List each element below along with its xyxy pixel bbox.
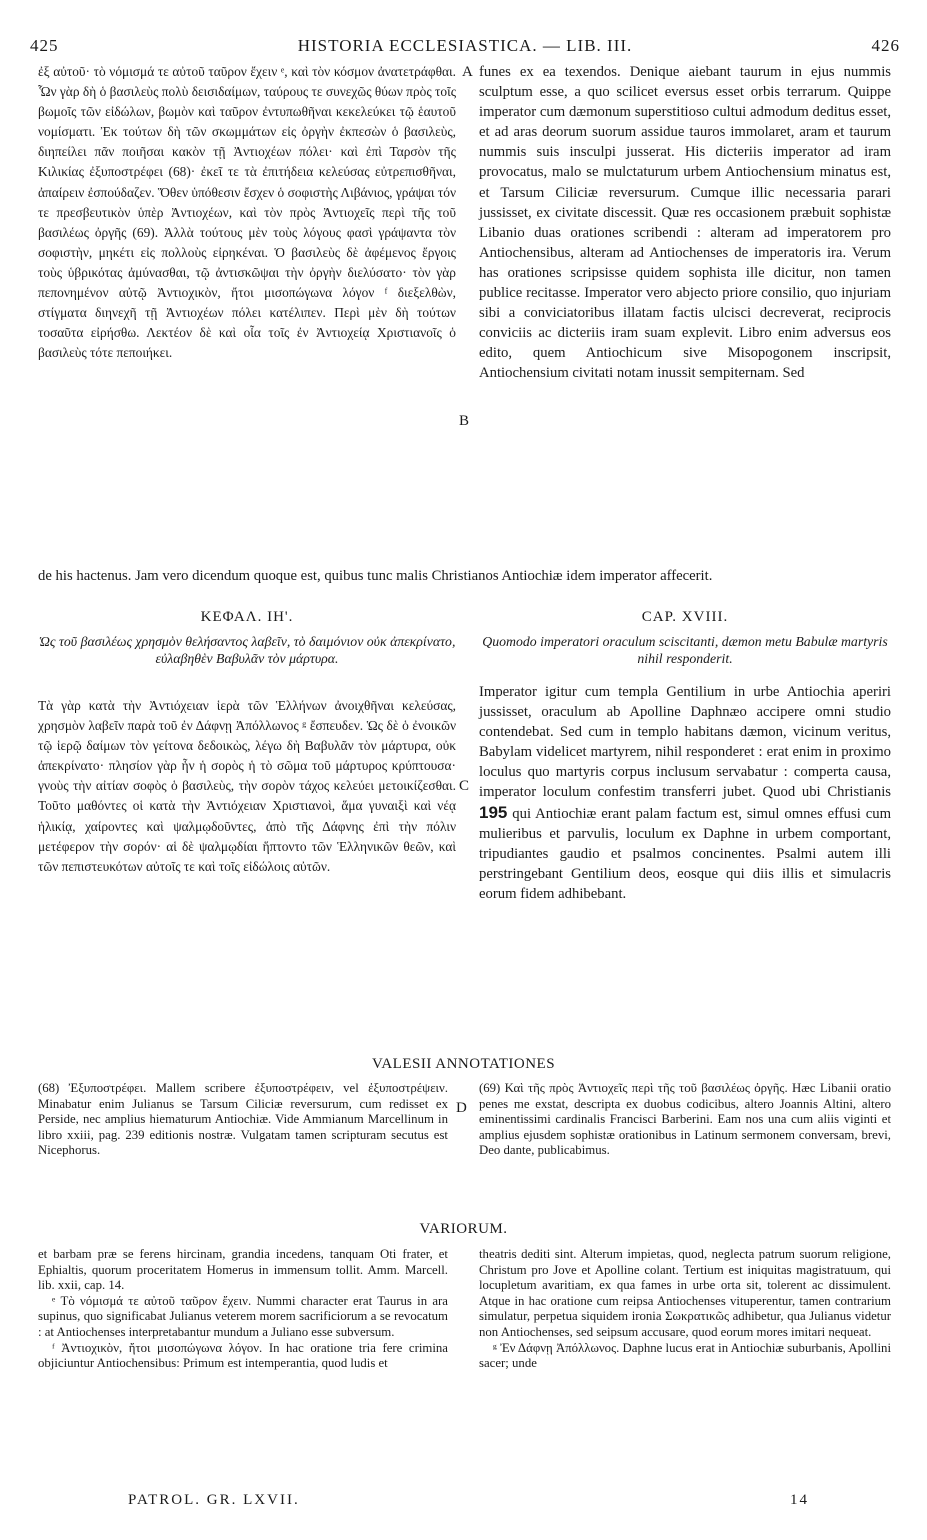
greek-text-ch18: Τὰ γὰρ κατὰ τὴν Ἀντιόχειαν ἱερὰ τῶν Ἑλλήνων ἀνοιχθῆναι κελεύσας, χρησμὸν λαβεῖν παρὰ τοῦ ἐν Δάφνῃ Ἀπόλλωνος ᵍ ἔσπευδεν. Ὡς δὲ ὁ ἐνοικῶν τῷ ἱερῷ δαίμων τὸν γείτονα δεδοικὼς, λέγω δὴ Βαβυλᾶν τὸν μάρτυρα, οὐκ ἀπεκρίνατο· πλησίον γὰρ ἦν ἡ σορὸς ἡ τὸ σῶμα τοῦ μάρτυρος κρύπτουσα· γνοὺς τὴν αἰτίαν σοφὸς ὁ βασιλεὺς, τὴν σορὸν τάχος κελεύει μετοικίζεσθαι. Τοῦτο μαθόντες οἱ κατὰ τὴν Ἀντιόχειαν Χριστιανοὶ, ἅμα γυναιξὶ καὶ νέᾳ ἡλικίᾳ, χαίροντες καὶ ψαλμῳδοῦντες, ἀπὸ τῆς Δάφνης ἐπὶ τὴν πόλιν μετέφερον τὴν σορόν· αἱ δὲ ψαλμῳδίαι ἥπτοντο τῶν Ἑλληνικῶν θεῶν, καὶ τῶν πεπιστευκότων αὐτοῖς τε καὶ τοῖς εἰδώλοις αὐτῶν.	[38, 698, 456, 874]
latin-chapter-heading: CAP. XVIII.	[641, 609, 729, 625]
variorum-left-1: et barbam præ se ferens hircinam, grandia incedens, tanquam Oti frater, et Ephialtis, quorum proceritatem Homerus in immensum tollit. Amm. Marcell. lib. xxii, cap. 14.	[38, 1247, 448, 1293]
latin-column-ch18	[479, 682, 891, 904]
variorum-left-column	[38, 1247, 448, 1372]
valesii-note-69-text: (69) Καὶ τῆς πρὸς Ἀντιοχεῖς περὶ τῆς τοῦ βασιλέως ὀργῆς. Hæc Libanii oratio penes me exstat, descripta ex duobus codicibus, altero Joannis Altini, altero eminentissimi cardinalis Francisci Barberini. Eam nos una cum aliis viginti et amplius ejusdem sophistæ orationibus in Latinum sermonem conversam, brevi, Deo dante, publicabimus.	[479, 1081, 891, 1158]
greek-chapter-heading: ΚΕΦΑΛ. ΙΗ'.	[200, 609, 294, 625]
margin-letter-b: B	[459, 413, 470, 429]
marginal-column-number: 195	[479, 802, 508, 822]
page-number-left: 425	[30, 36, 59, 55]
variorum-heading: VARIORUM.	[419, 1221, 508, 1237]
latin-column-top	[479, 62, 891, 384]
running-header	[30, 36, 900, 58]
footer-signature-number: 14	[790, 1492, 809, 1508]
greek-column-ch18	[38, 696, 456, 877]
margin-letter-a: A	[462, 64, 473, 80]
greek-chapter-subtitle: Ὡς τοῦ βασιλέως χρησμὸν θελήσαντος λαβεῖν, τὸ δαιμόνιον οὐκ ἀπεκρίνατο, εὐλαβηθὲν Βαβυλᾶν τὸν μάρτυρα.	[38, 634, 456, 666]
margin-letter-d: D	[456, 1100, 467, 1116]
latin-ch18-part-b: qui Antiochiæ erant palam factum est, simul omnes effusi cum mulieribus et parvulis, loculum ex Daphne in urbem comportant, tripudiantes gaudio et psalmos concinentes. Psalmi autem illi perstringebant Gentilium deos, eosque qui diis illis et simulacris eorum fidem adhibebant.	[479, 805, 891, 902]
footer-patrol: PATROL. GR. LXVII.	[128, 1492, 300, 1508]
latin-chapter-subtitle: Quomodo imperatori oraculum sciscitanti, dæmon metu Babulæ martyris nihil responderit.	[482, 634, 888, 666]
valesii-note-68-text: (68) Ἐξυποστρέφει. Mallem scribere ἐξυποστρέφειν, vel ἐξυποστρέψειν. Minabatur enim Julianus se Tarsum Ciliciæ reversurum, cum redisset ex Perside, nec amplius hiematurum Antiochiæ. Vide Ammianum Marcellinum in libro xxiii, pag. 239 editionis nostræ. Vulgatam tamen scripturam secutus est Nicephorus.	[38, 1081, 448, 1158]
variorum-right-2: ᵍ Ἐν Δάφνῃ Ἀπόλλωνος. Daphne lucus erat in Antiochiæ suburbanis, Apollini sacer; unde	[479, 1340, 891, 1371]
latin-text-top: funes ex ea texendos. Denique aiebant taurum in ejus nummis sculptum esse, a quo scilicet eversus esset orbis terrarum. Quippe imperator cum dæmonum superstitioso cultui admodum deditus esset, et ad aras deorum suorum assidue tauros immolaret, aram et taurum nummis suis insculpi jusserat. His dicteriis imperator ad iram provocatus, malo se mulctaturum urbem Antiochensium minatus est, et Tarsum Ciliciæ reversurum. Cumque illic necessaria parari jussisset, ex civitate discessit. Quæ res occasionem præbuit sophistæ Libanio duas orationes scribendi : alteram ad imperatorem pro Antiochensibus, alteram ad Antiochenses de imperatoris ira. Verum has orationes scripsisse quidem sophista ille dicitur, non tamen publice recitasse. Imperator vero abjecto priore consilio, quo injuriam sibi a conviciatoribus illatam factis ulcisci decreverat, reciprocis conviciis ac dicteriis iram suam explevit. Libro enim adversus eos edito, quem Antiochicum sive Misopogonem inscripsit, Antiochensium civitati notam inussit sempiternam. Sed	[479, 64, 891, 382]
variorum-left-3: ᶠ Ἀντιοχικὸν, ἤτοι μισοπώγωνα λόγον. In hac oratione tria fere crimina objiciuntur Antiochensibus: Primum est intemperantia, quod ludis et	[38, 1340, 448, 1371]
variorum-right-column	[479, 1247, 891, 1372]
greek-text-top: ἐξ αὐτοῦ· τὸ νόμισμά τε αὐτοῦ ταῦρον ἔχειν ᵉ, καὶ τὸν κόσμον ἀνατετράφθαι. Ὧν γὰρ δὴ ὁ βασιλεὺς πολὺ δεισιδαίμων, ταύρους τε συνεχῶς θύων πρὸς τοῖς βωμοῖς τῶν εἰδώλων, βωμὸν καὶ ταῦρον ἐντυπωθῆναι κεκελεύκει τῷ ἑαυτοῦ νομίσματι. Ἐκ τούτων δὴ τῶν σκωμμάτων εἰς ὀργὴν ἐκπεσὼν ὁ βασιλεὺς, διηπείλει πᾶν ποιῆσαι κακὸν τῇ Ἀντιοχέων πόλει· καὶ ἐπὶ Ταρσὸν τῆς Κιλικίας ἐξυποστρέφει (68)· ἐκεῖ τε τὰ ἐπιτήδεια κελεύσας εὐτρεπισθῆναι, ἀπαίρειν ἐσπούδαζεν. Ὅθεν ὑπόθεσιν ἔσχεν ὁ σοφιστὴς Λιβάνιος, γράψαι τόν τε πρεσβευτικὸν ὑπὲρ Ἀντιοχέων, καὶ τὸν πρὸς Ἀντιοχεῖς περὶ τῆς τοῦ βασιλέως ὀργῆς (69). Ἀλλὰ τούτους μὲν τοὺς λόγους φασὶ γράψαντα τὸν σοφιστὴν, μηκέτι εἰς πολλοὺς εἰρηκέναι. Ὁ βασιλεὺς δὲ ἀφέμενος ἔργοις τοὺς ὑβρικότας ἀμύνασθαι, τῷ ἀντισκῶψαι τὴν ὀργὴν διελύσατο· τὸν γὰρ πεπονημένον αὐτῷ Ἀντιοχικὸν, ἤτοι μισοπώγωνα λόγον ᶠ διεξελθὼν, στίγματα διηνεχῆ τῇ Ἀντιοχέων πόλει κατέλιπεν. Περὶ μὲν δὴ τούτων τοσαῦτα εἰρήσθω. Λεκτέον δὲ καὶ οἷα τοῖς ἐν Ἀντιοχείᾳ Χριστιανοῖς ὁ βασιλεὺς τότε πεποιήκει.	[38, 64, 456, 361]
full-width-text: de his hactenus. Jam vero dicendum quoque est, quibus tunc malis Christianos Antiochiæ idem imperator affecerit.	[38, 568, 713, 584]
margin-letter-c: C	[459, 778, 470, 794]
full-width-line	[38, 566, 891, 586]
latin-ch18-part-a: Imperator igitur cum templa Gentilium in urbe Antiochia aperiri jussisset, oraculum ab Apolline Daphnæo accipere omni studio contendebat. Sed cum in templo habitans dæmon, vicinum veritus, Babylam videlicet martyrem, nihil responderet : erat enim in proximo loculus quo martyris corpus inclusum servabatur : comperta causa, imperator loculum confestim transferri jubet. Quod ubi Christianis	[479, 684, 891, 801]
page-number-right: 426	[871, 36, 900, 55]
valesii-note-68	[38, 1081, 448, 1159]
valesii-heading: VALESII ANNOTATIONES	[371, 1056, 556, 1072]
running-title: HISTORIA ECCLESIASTICA. — LIB. III.	[297, 36, 633, 55]
valesii-note-69	[479, 1081, 891, 1159]
latin-text-ch18	[479, 682, 891, 904]
variorum-right-1: theatris dediti sint. Alterum impietas, quod, neglecta patrum suorum religione, Christum pro Jove et Apolline colant. Tertium est iniquitas magistratuum, qui locupletum avaritiam, ex qua fames in urbe orta sit, tolerent ac dissimulent. Atque in hac oratione cum reipsa Antiochenses vituperentur, tamen contrarium simulatur, perpetua siquidem ironia Σωκρατικῶς adhibetur, qua Julianus videtur non Antiochenses, sed seipsum accusare, quod eorum mores imitari nequeat.	[479, 1247, 891, 1339]
variorum-left-2: ᵉ Τὸ νόμισμά τε αὐτοῦ ταῦρον ἔχειν. Nummi character erat Taurus in ara supinus, quo significabat Julianus veterem morem sacrificiorum a se revocatum : at Antiochenses interpretabantur mundum a Juliano esse subversum.	[38, 1293, 448, 1339]
greek-column-top	[38, 62, 456, 363]
